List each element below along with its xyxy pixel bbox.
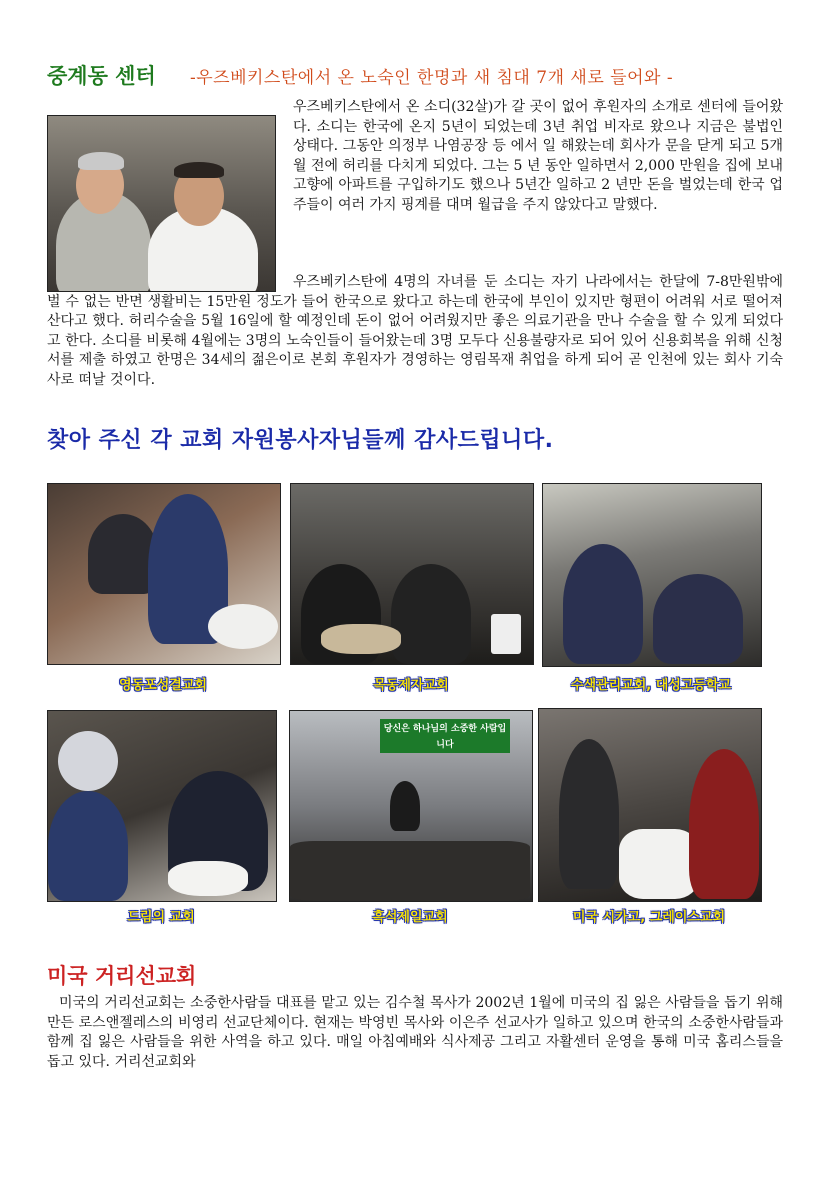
caption-photo-3: 수색관리교회, 대성고등학교 xyxy=(570,678,732,693)
thanks-heading: 찾아 주신 각 교회 자원봉사자님들께 감사드립니다. xyxy=(47,428,554,453)
paragraph-sodi-detail: 우즈베키스탄에 4명의 자녀를 둔 소디는 자기 나라에서는 한달에 7-8만원밖에 벌 수 없는 반면 생활비는 15만원 정도가 들어 한국으로 왔다고 하는데 한국에 부인이 있지만 형편이 어려워 서로 떨어져 산다고 했다. 허리수술을 5월 16일에 할 예정인데 돈이 없어 어려웠지만 좋은 의료기관을 만나 수술을 할 수 있게 되었다고 한다. 소디를 비롯해 4월에는 3명의 노숙인들이 들어왔는데 3명 모두다 신용불량자로 되어 있어 신용회복을 위해 신청서를 제출 하였고 한명은 34세의 젊은이로 본회 후원자가 경영하는 영림목재 취업을 하게 되어 곧 인천에 있는 회사 기숙사로 떠날 것이다. xyxy=(47,274,783,388)
section-title-us-street-mission: 미국 거리선교회 xyxy=(47,964,197,988)
paragraph-us-street-mission: 미국의 거리선교회는 소중한사람들 대표를 맡고 있는 김수철 목사가 2002년 1월에 미국의 집 잃은 사람들을 돕기 위해 만든 로스앤젤레스의 비영리 선교단체이다. 현재는 박영빈 목사와 이은주 선교사가 일하고 있으며 한국의 소중한사람들과 함께 집 잃은 사람들을 위한 사역을 하고 있다. 매일 아침예배와 식사제공 그리고 자활센터 운영을 통해 미국 홈리스들을 돕고 있다. 거리선교회와 xyxy=(47,995,783,1070)
caption-photo-5: 흑석제일교회 xyxy=(372,910,448,925)
photo-volunteers-4 xyxy=(47,710,277,902)
caption-photo-4: 드림의 교회 xyxy=(127,910,195,925)
photo-volunteers-2 xyxy=(290,483,534,665)
photo-volunteers-6 xyxy=(538,708,762,902)
photo-volunteers-3 xyxy=(542,483,762,667)
caption-photo-2: 목동제자교회 xyxy=(373,678,449,693)
caption-photo-1: 영동포성결교회 xyxy=(119,678,207,693)
photo-banner: 당신은 하나님의 소중한 사람입니다 xyxy=(380,719,510,753)
photo-sodi-portrait xyxy=(47,115,276,292)
photo-volunteers-1 xyxy=(47,483,281,665)
caption-photo-6: 미국 시카고, 그레이스교회 xyxy=(572,910,726,925)
section-title-junggye: 중계동 센터 xyxy=(47,64,156,88)
photo-volunteers-5 xyxy=(289,710,533,902)
paragraph-sodi-intro: 우즈베키스탄에서 온 소디(32살)가 갈 곳이 없어 후원자의 소개로 센터에 들어왔다. 소디는 한국에 온지 5년이 되었는데 3년 취업 비자로 왔으나 지금은 불법인 상태다. 그동안 의정부 나염공장 등 에서 일 해왔는데 회사가 문을 닫게 되고 5개월 전에 허리를 다치게 되었다. 그는 5 년 동안 일하면서 2,000 만원을 집에 보내 고향에 아파트를 구입하기도 했으나 5년간 일하고 2 년만 돈을 벌었는데 한국 업주들이 여러 가지 핑계를 대며 월급을 주지 않았다고 말했다. xyxy=(293,99,783,213)
section-subtitle-junggye: -우즈베키스탄에서 온 노숙인 한명과 새 침대 7개 새로 들어와 - xyxy=(190,68,674,88)
